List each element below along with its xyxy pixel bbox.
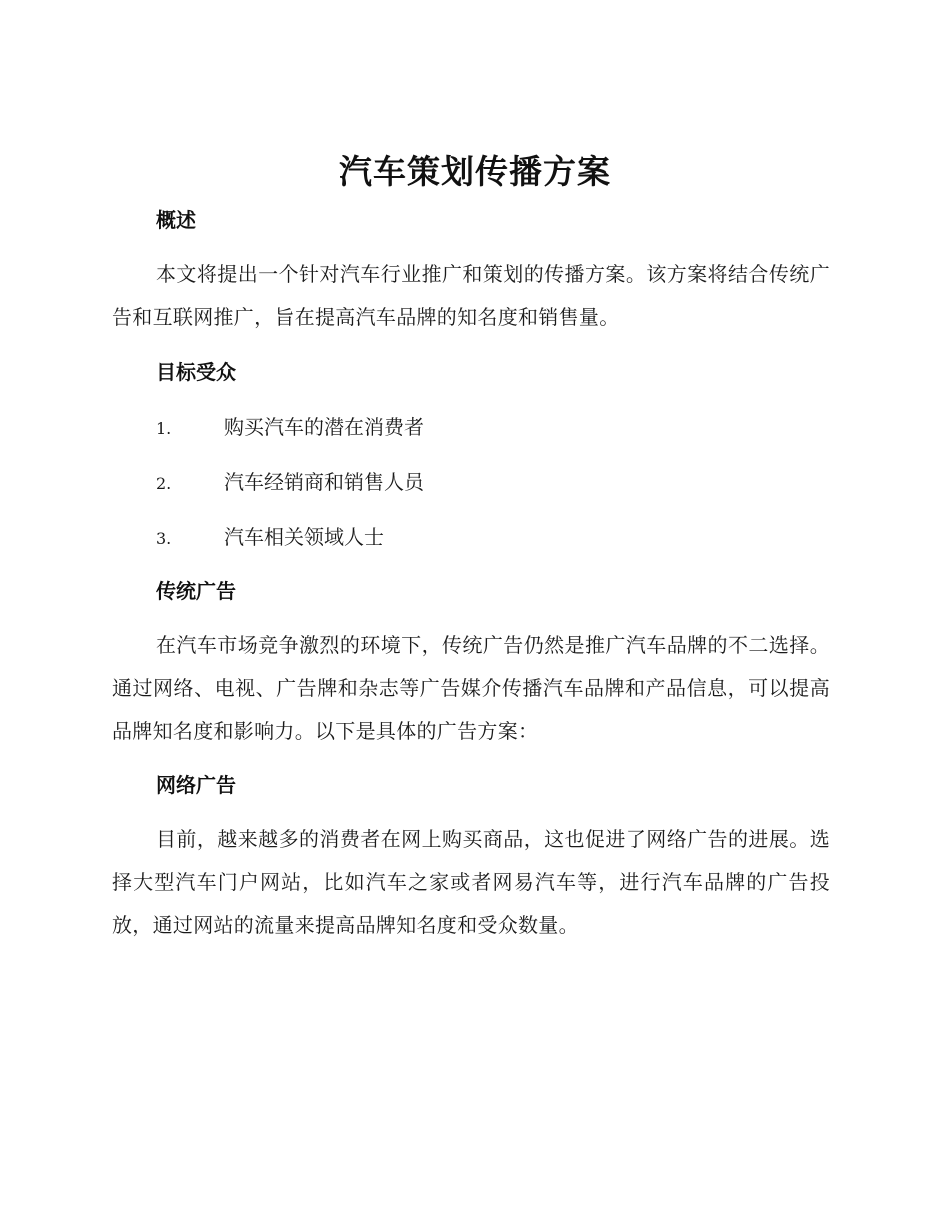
list-item	[156, 413, 836, 443]
heading-target-audience: 目标受众	[156, 360, 236, 384]
list-number: 2.	[156, 474, 172, 493]
list-text: 汽车相关领域人士	[224, 525, 384, 549]
paragraph-overview: 本文将提出一个针对汽车行业推广和策划的传播方案。该方案将结合传统广告和互联网推广，旨在提高汽车品牌的知名度和销售量。	[112, 262, 830, 329]
list-text: 购买汽车的潜在消费者	[224, 415, 424, 439]
document-title: 汽车策划传播方案	[339, 152, 611, 191]
paragraph-online-ads: 目前，越来越多的消费者在网上购买商品，这也促进了网络广告的进展。选择大型汽车门户网站，比如汽车之家或者网易汽车等，进行汽车品牌的广告投放，通过网站的流量来提高品牌知名度和受众数量。	[112, 827, 830, 937]
heading-online-ads: 网络广告	[156, 773, 236, 797]
list-item	[156, 468, 836, 498]
list-number: 3.	[156, 529, 172, 548]
heading-overview: 概述	[156, 208, 196, 232]
list-item	[156, 523, 836, 553]
paragraph-traditional-ads: 在汽车市场竞争激烈的环境下，传统广告仍然是推广汽车品牌的不二选择。通过网络、电视、广告牌和杂志等广告媒介传播汽车品牌和产品信息，可以提高品牌知名度和影响力。以下是具体的广告方案：	[112, 633, 830, 743]
list-number: 1.	[156, 419, 172, 438]
list-text: 汽车经销商和销售人员	[224, 470, 424, 494]
heading-traditional-ads: 传统广告	[156, 579, 236, 603]
